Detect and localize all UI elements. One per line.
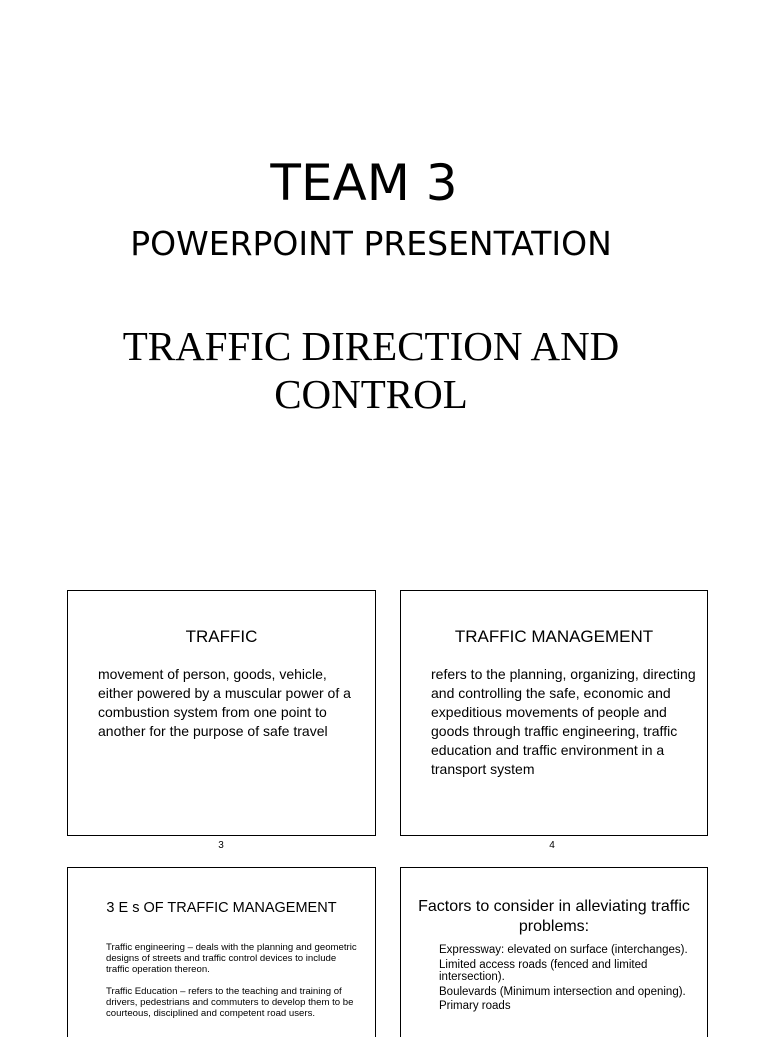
slide-body [439,944,689,1013]
paragraph-traffic-education: Traffic Education – refers to the teaching and training of drivers, pedestrians and commuters to develop them to be courteous, disciplined and competent road users. [106,986,354,1019]
slide-page-number: 3 [218,840,224,851]
paragraph-traffic-engineering: Traffic engineering – deals with the planning and geometric designs of streets and traffic control devices to include traffic operation thereon. [106,942,357,975]
list-item: Boulevards (Minimum intersection and opening). [439,985,686,998]
slide-traffic-management [400,590,708,836]
slide-title: TRAFFIC MANAGEMENT [454,627,654,646]
list-item: Expressway: elevated on surface (interchanges). [439,944,688,956]
slide-body [106,942,361,1019]
slide-body: refers to the planning, organizing, directing and controlling the safe, economic and expeditious movements of people and goods through traffic engineering, traffic education and traffic environment in a transport system [431,666,696,777]
document-topic [0,322,742,418]
list-item: Limited access roads (fenced and limited intersection). [439,958,648,983]
slide-3es [67,867,376,1037]
topic-line-2: CONTROL [274,371,468,417]
slide-title: TRAFFIC [185,627,258,646]
list-item: Primary roads [439,1000,511,1012]
document-title: TEAM 3 [270,154,458,212]
topic-line-1: TRAFFIC DIRECTION AND [122,323,620,369]
document-subtitle: POWERPOINT PRESENTATION [130,224,612,263]
slide-body: movement of person, goods, vehicle, either powered by a muscular power of a combustion system from one point to another for the purpose of safe travel [98,666,351,739]
slide-title: Factors to consider in alleviating traffic problems: [418,898,690,935]
slide-title: 3 E s OF TRAFFIC MANAGEMENT [106,900,337,916]
slide-page-number: 4 [549,840,555,851]
slide-factors [400,867,708,1037]
slide-traffic [67,590,376,836]
